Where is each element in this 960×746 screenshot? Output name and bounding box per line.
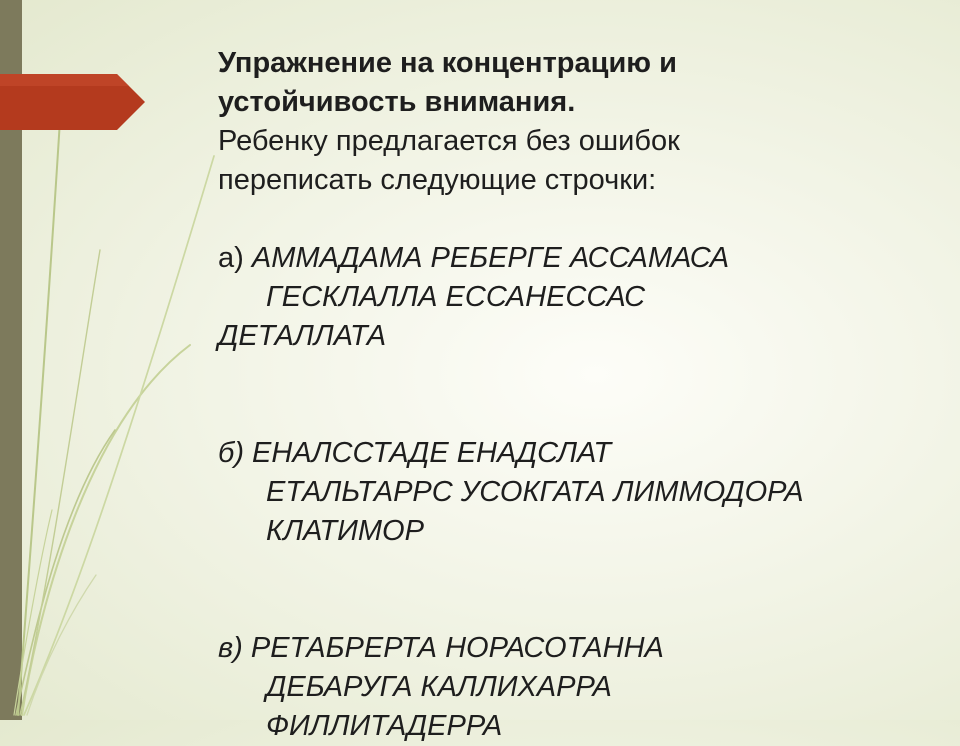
item-b-text-1: ЕНАЛССТАДЕ ЕНАДСЛАТ bbox=[252, 437, 612, 469]
item-gap-2 bbox=[218, 551, 938, 629]
paragraph-spacer bbox=[218, 200, 938, 239]
item-c-prefix: в) bbox=[218, 632, 243, 664]
slide-title-line-2: устойчивость внимания. bbox=[218, 86, 576, 118]
title-accent-banner bbox=[0, 74, 145, 130]
slide-title-line-1: Упражнение на концентрацию и bbox=[218, 47, 677, 79]
item-c-text-1: РЕТАБРЕРТА НОРАСОТАННА bbox=[250, 632, 664, 664]
item-b-line-2: ЕТАЛЬТАРРС УСОКГАТА ЛИММОДОРА bbox=[266, 476, 804, 508]
slide-content bbox=[218, 44, 938, 746]
instruction-line-2: переписать следующие строчки: bbox=[218, 164, 657, 196]
item-gap-1 bbox=[218, 356, 938, 434]
item-c-line-2: ДЕБАРУГА КАЛЛИХАРРА bbox=[266, 671, 612, 703]
item-a-line-1 bbox=[218, 239, 938, 278]
item-a-line-2: ГЕСКЛАЛЛА ЕССАНЕССАС bbox=[266, 281, 646, 313]
instruction-line-1: Ребенку предлагается без ошибок bbox=[218, 125, 680, 157]
item-b-line-1 bbox=[218, 434, 938, 473]
item-a-prefix: а) bbox=[218, 242, 244, 274]
item-a-text-1: АММАДАМА РЕБЕРГЕ АССАМАСА bbox=[251, 242, 730, 274]
item-b-line-3: КЛАТИМОР bbox=[266, 515, 424, 547]
item-c-line-3: ФИЛЛИТАДЕРРА bbox=[266, 710, 503, 742]
item-b-prefix: б) bbox=[218, 437, 244, 469]
item-c-line-1 bbox=[218, 629, 938, 668]
item-a-line-3: ДЕТАЛЛАТА bbox=[218, 320, 387, 352]
